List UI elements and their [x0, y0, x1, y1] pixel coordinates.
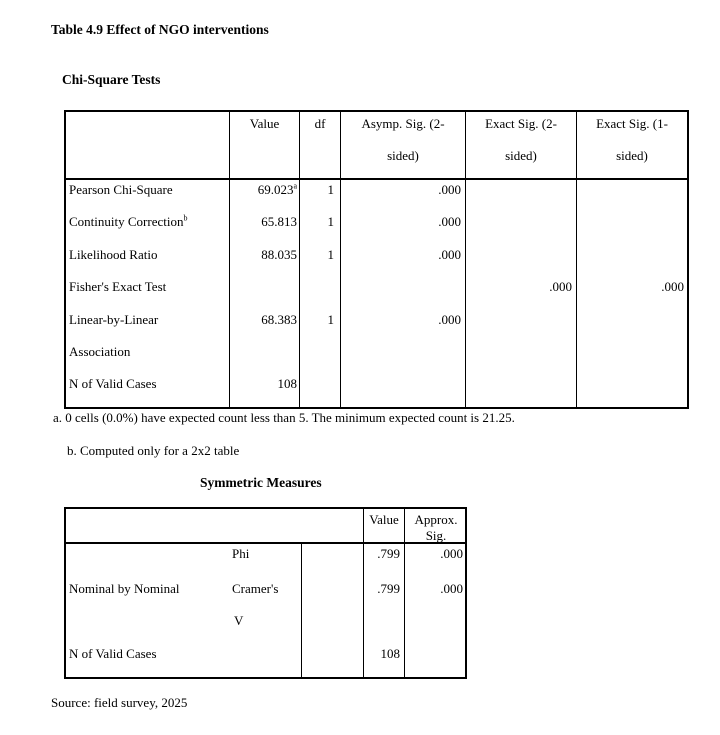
- table-title: Table 4.9 Effect of NGO interventions: [51, 22, 269, 37]
- row-value: 69.023$^a$: [257, 181, 297, 197]
- row-df: 1: [327, 182, 334, 197]
- row-asymp: .000: [438, 312, 461, 327]
- row-label: Pearson Chi-Square: [69, 182, 173, 197]
- measure-value: .799: [377, 546, 400, 561]
- row-value: 88.035: [261, 247, 297, 262]
- row-asymp: .000: [438, 182, 461, 197]
- group-label: Nominal by Nominal: [69, 581, 180, 596]
- row-label: Likelihood Ratio: [69, 247, 158, 262]
- header-exact2-line2: sided): [505, 148, 537, 163]
- chi-square-table: [64, 110, 689, 409]
- measure-value: .799: [377, 581, 400, 596]
- footnote-b: b. Computed only for a 2x2 table: [67, 443, 240, 458]
- row-df: 1: [327, 312, 334, 327]
- row-df: 1: [327, 214, 334, 229]
- row-value: 68.383: [261, 312, 297, 327]
- measure-label: Cramer's: [232, 581, 279, 596]
- footnote-a: a. 0 cells (0.0%) have expected count less than 5. The minimum expected count is 21.25.: [53, 410, 515, 425]
- header-value: Value: [249, 116, 280, 131]
- header-approx: Approx. Sig.: [414, 512, 458, 543]
- chi-square-heading: Chi-Square Tests: [62, 72, 161, 87]
- measure-approx: .000: [440, 581, 463, 596]
- measure-approx: .000: [440, 546, 463, 561]
- measure-label-line2: V: [234, 613, 244, 628]
- row-value: 108: [277, 376, 297, 391]
- row-asymp: .000: [438, 247, 461, 262]
- header-df: df: [314, 116, 326, 131]
- n-value: 108: [380, 646, 400, 661]
- header-exact1-line1: Exact Sig. (1-: [596, 116, 668, 131]
- header-exact2-line1: Exact Sig. (2-: [485, 116, 557, 131]
- symmetric-table: [64, 507, 467, 679]
- row-label-line2: Association: [69, 344, 131, 359]
- header-asymp-line1: Asymp. Sig. (2-: [361, 116, 445, 131]
- row-label: Linear-by-Linear: [69, 312, 159, 327]
- row-asymp: .000: [438, 214, 461, 229]
- row-exact2: .000: [549, 279, 572, 294]
- symmetric-heading: Symmetric Measures: [200, 475, 322, 490]
- row-exact1: .000: [661, 279, 684, 294]
- header-exact1-line2: sided): [616, 148, 648, 163]
- row-label: Fisher's Exact Test: [69, 279, 167, 294]
- row-label: N of Valid Cases: [69, 376, 157, 391]
- row-value: 65.813: [261, 214, 297, 229]
- row-label: Continuity Correction$^b$: [69, 213, 188, 229]
- n-label: N of Valid Cases: [69, 646, 157, 661]
- header-value: Value: [369, 512, 399, 527]
- measure-label: Phi: [232, 546, 250, 561]
- header-asymp-line2: sided): [387, 148, 419, 163]
- row-df: 1: [327, 247, 334, 262]
- source-note: Source: field survey, 2025: [51, 695, 188, 710]
